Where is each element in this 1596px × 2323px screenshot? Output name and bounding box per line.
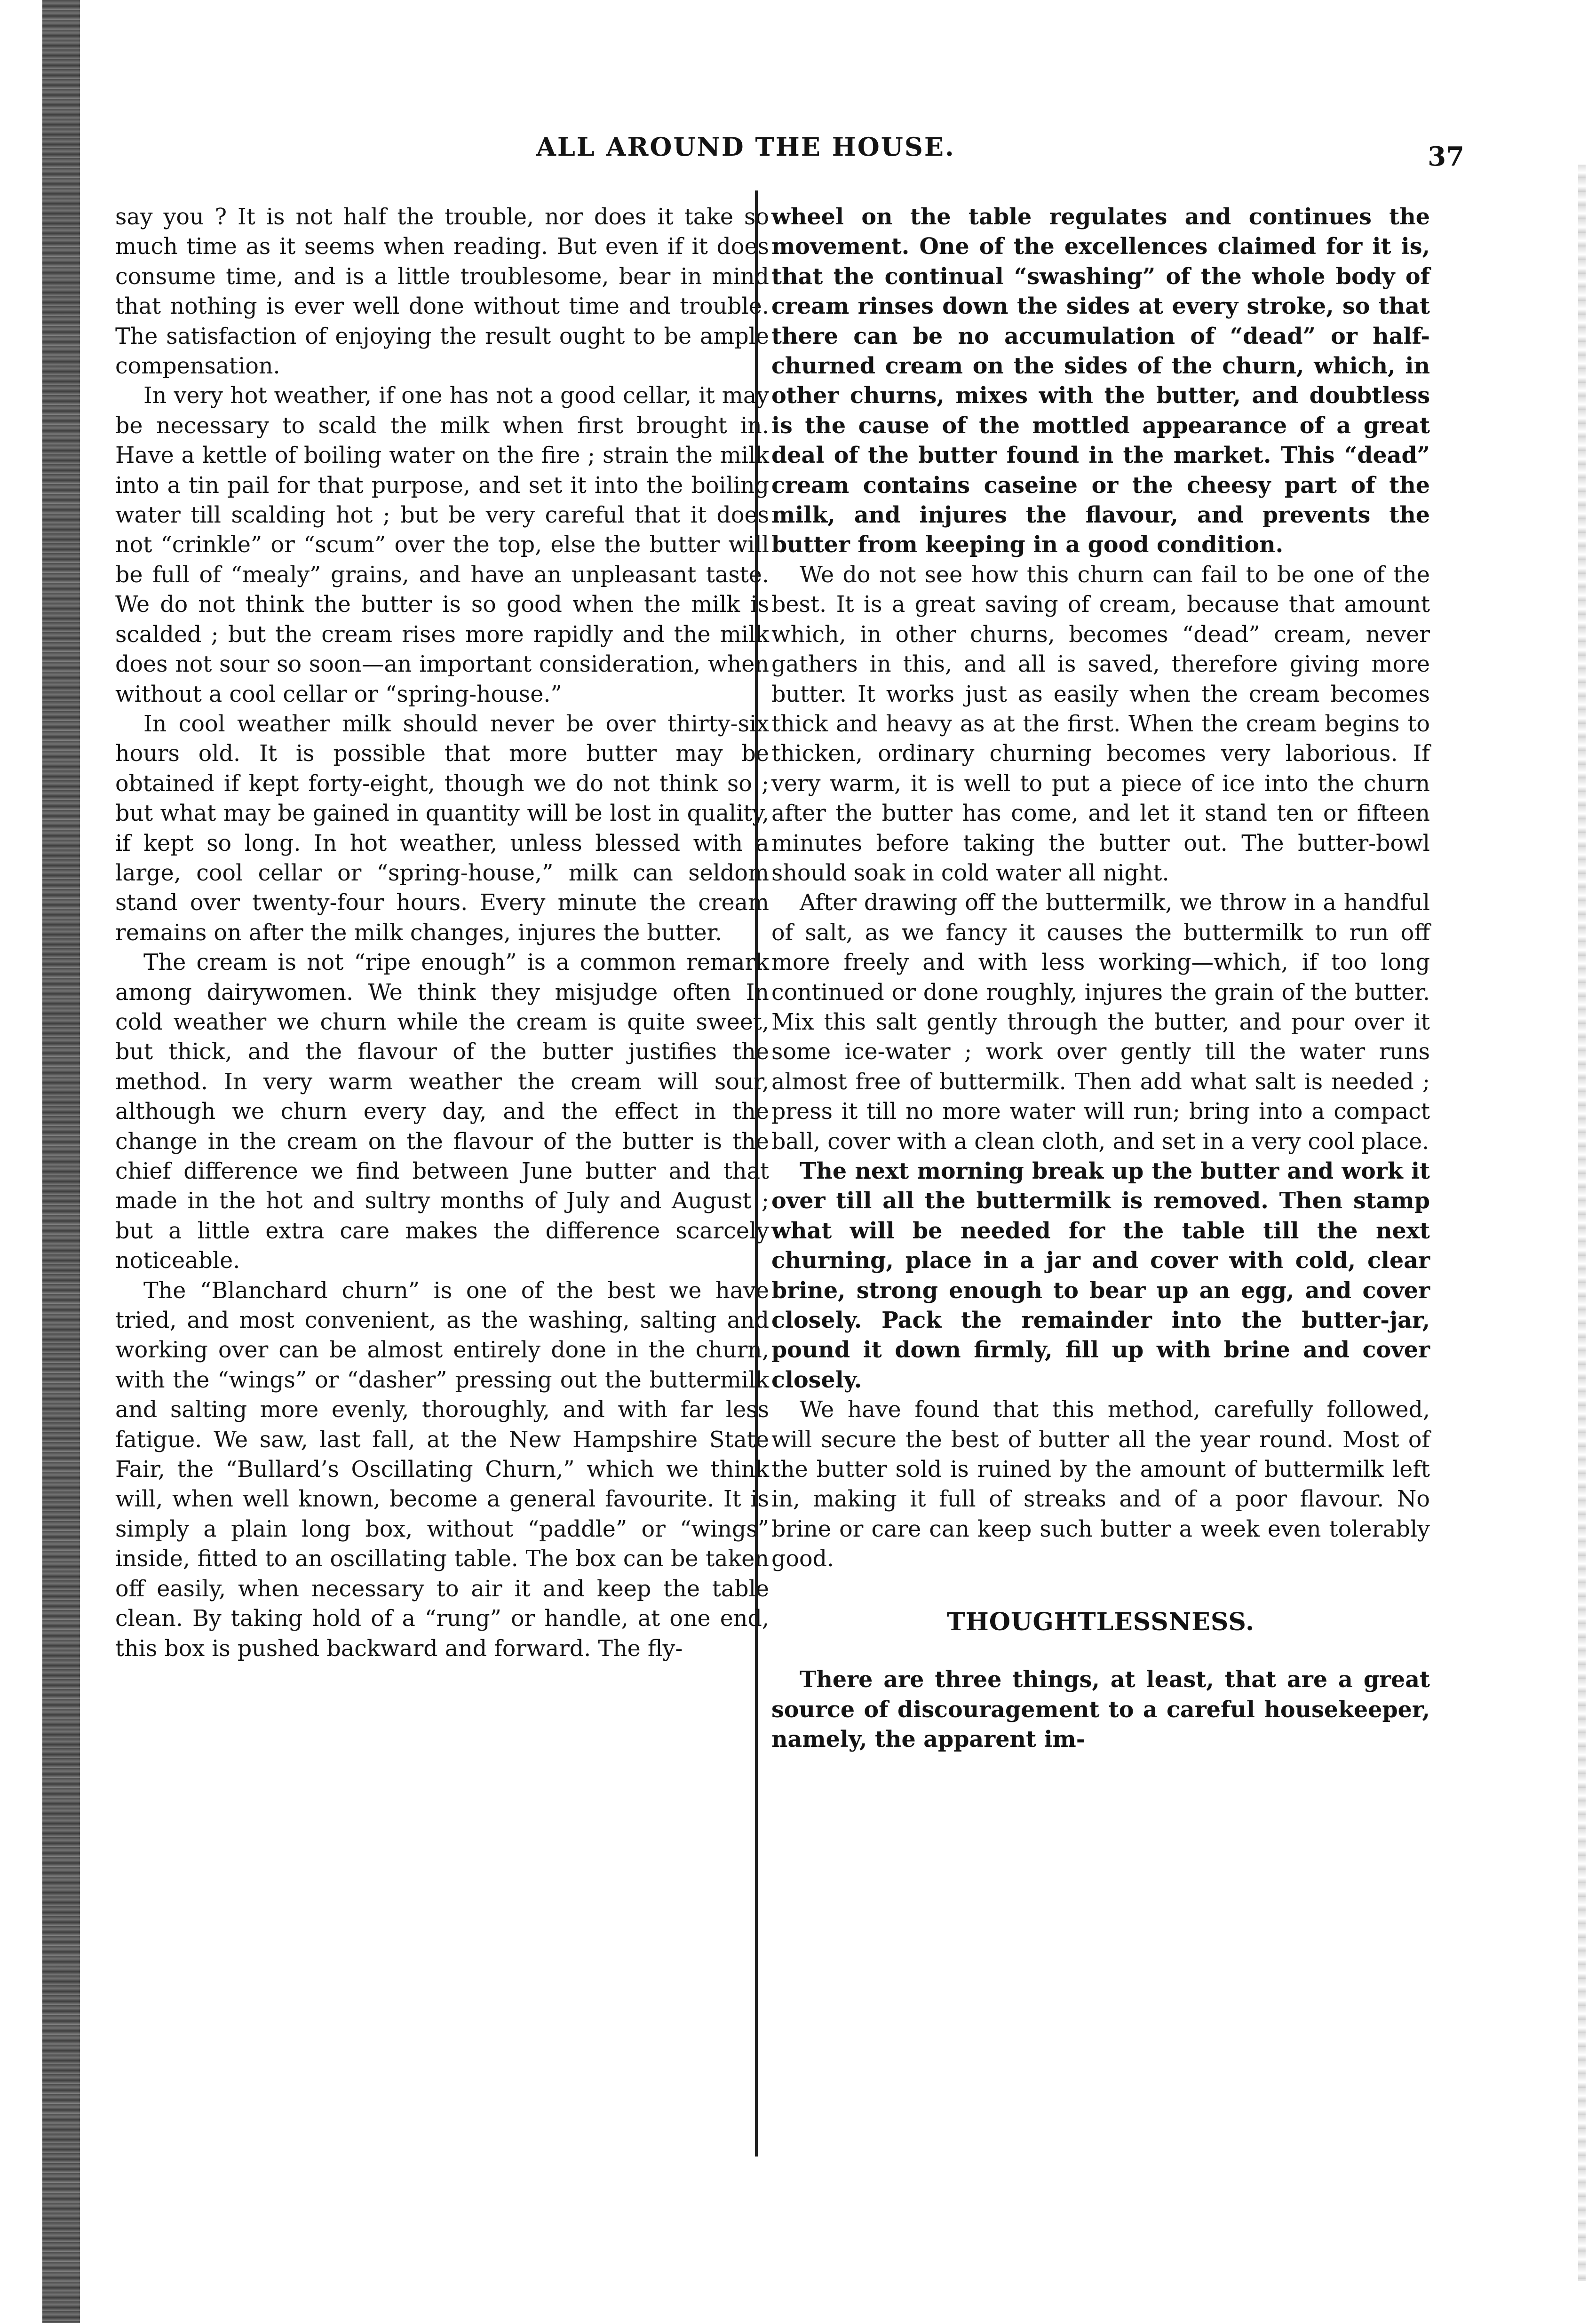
paragraph: The cream is not “ripe enough” is a common remark among dairywomen. We think they misjudge often In cold weather we churn while the cream is quite sweet, but thick, and the flavour of the butter justifies the method. In very warm weather the cream will sour, although we churn every day, and the effect in the change in the cream on the flavour of the butter is the chief difference we find between June butter and that made in the hot and sultry months of July and August ; but a little extra care makes the difference scarcely noticeable. bbox=[115, 950, 769, 1274]
running-title: ALL AROUND THE HOUSE. bbox=[536, 132, 955, 162]
paragraph: We have found that this method, carefully followed, will secure the best of butter all the year round. Most of the butter sold is ruined by the amount of buttermilk left in, making it full of streaks and of a poor flavour. No brine or care can keep such butter a week even tolerably good. bbox=[771, 1397, 1430, 1572]
right-column bbox=[771, 202, 1430, 1754]
paragraph: After drawing off the buttermilk, we throw in a handful of salt, as we fancy it causes the buttermilk to run off more freely and with less working—which, if too long continued or done roughly, injures the grain of the butter. Mix this salt gently through the butter, and pour over it some ice-water ; work over gently till the water runs almost free of buttermilk. Then add what salt is needed ; press it till no more water will run; bring into a compact ball, cover with a clean cloth, and set in a very cool place. bbox=[771, 890, 1430, 1155]
paragraph: say you ? It is not half the trouble, nor does it take so much time as it seems when reading. But even if it does consume time, and is a little troublesome, bear in mind that nothing is ever well done without time and trouble. The satisfaction of enjoying the result ought to be ample compensation. bbox=[115, 204, 769, 380]
page-number: 37 bbox=[1428, 141, 1464, 172]
page-header bbox=[536, 127, 1464, 172]
paragraph: In very hot weather, if one has not a good cellar, it may be necessary to scald the milk when first brought in. Have a kettle of boiling water on the fire ; strain the milk into a tin pail for that purpose, and set it into the boiling water till scalding hot ; but be very careful that it does not “crinkle” or “scum” over the top, else the butter will be full of “mealy” grains, and have an unpleasant taste. We do not think the butter is so good when the milk is scalded ; but the cream rises more rapidly and the milk does not sour so soon—an important consideration, when without a cool cellar or “spring-house.” bbox=[115, 383, 769, 707]
left-column bbox=[115, 202, 769, 1664]
scan-page-edge bbox=[1578, 165, 1586, 2281]
section-title: THOUGHTLESSNESS. bbox=[946, 1607, 1255, 1636]
section-paragraph: There are three things, at least, that are a great source of discouragement to a careful housekeeper, namely, the apparent im- bbox=[771, 1666, 1430, 1752]
paragraph: The next morning break up the butter and work it over till all the buttermilk is removed. Then stamp what will be needed for the table till the next churning, place in a jar and cover with cold, clear brine, strong enough to bear up an egg, and cover closely. Pack the remainder into the butter-jar, pound it down firmly, fill up with brine and cover closely. bbox=[771, 1158, 1430, 1393]
paragraph: wheel on the table regulates and continues the movement. One of the excellences claimed for it is, that the continual “swashing” of the whole body of cream rinses down the sides at every stroke, so that there can be no accumulation of “dead” or half-churned cream on the sides of the churn, which, in other churns, mixes with the butter, and doubtless is the cause of the mottled appearance of a great deal of the butter found in the market. This “dead” cream contains caseine or the cheesy part of the milk, and injures the flavour, and prevents the butter from keeping in a good condition. bbox=[771, 204, 1430, 558]
paragraph: In cool weather milk should never be over thirty-six hours old. It is possible that more butter may be obtained if kept forty-eight, though we do not think so ; but what may be gained in quantity will be lost in quality, if kept so long. In hot weather, unless blessed with a large, cool cellar or “spring-house,” milk can seldom stand over twenty-four hours. Every minute the cream remains on after the milk changes, injures the butter. bbox=[115, 711, 769, 946]
scan-binding-shadow bbox=[42, 0, 80, 2323]
paragraph: The “Blanchard churn” is one of the best we have tried, and most convenient, as the washing, salting and working over can be almost entirely done in the churn, with the “wings” or “dasher” pressing out the buttermilk and salting more evenly, thoroughly, and with far less fatigue. We saw, last fall, at the New Hampshire State Fair, the “Bullard’s Oscillating Churn,” which we think will, when well known, become a general favourite. It is simply a plain long box, without “paddle” or “wings” inside, fitted to an oscillating table. The box can be taken off easily, when necessary to air it and keep the table clean. By taking hold of a “rung” or handle, at one end, this box is pushed backward and forward. The fly- bbox=[115, 1277, 769, 1662]
paragraph: We do not see how this churn can fail to be one of the best. It is a great saving of cream, because that amount which, in other churns, becomes “dead” cream, never gathers in this, and all is saved, therefore giving more butter. It works just as easily when the cream becomes thick and heavy as at the first. When the cream begins to thicken, ordinary churning becomes very laborious. If very warm, it is well to put a piece of ice into the churn after the butter has come, and let it stand ten or fifteen minutes before taking the butter out. The butter-bowl should soak in cold water all night. bbox=[771, 562, 1430, 886]
